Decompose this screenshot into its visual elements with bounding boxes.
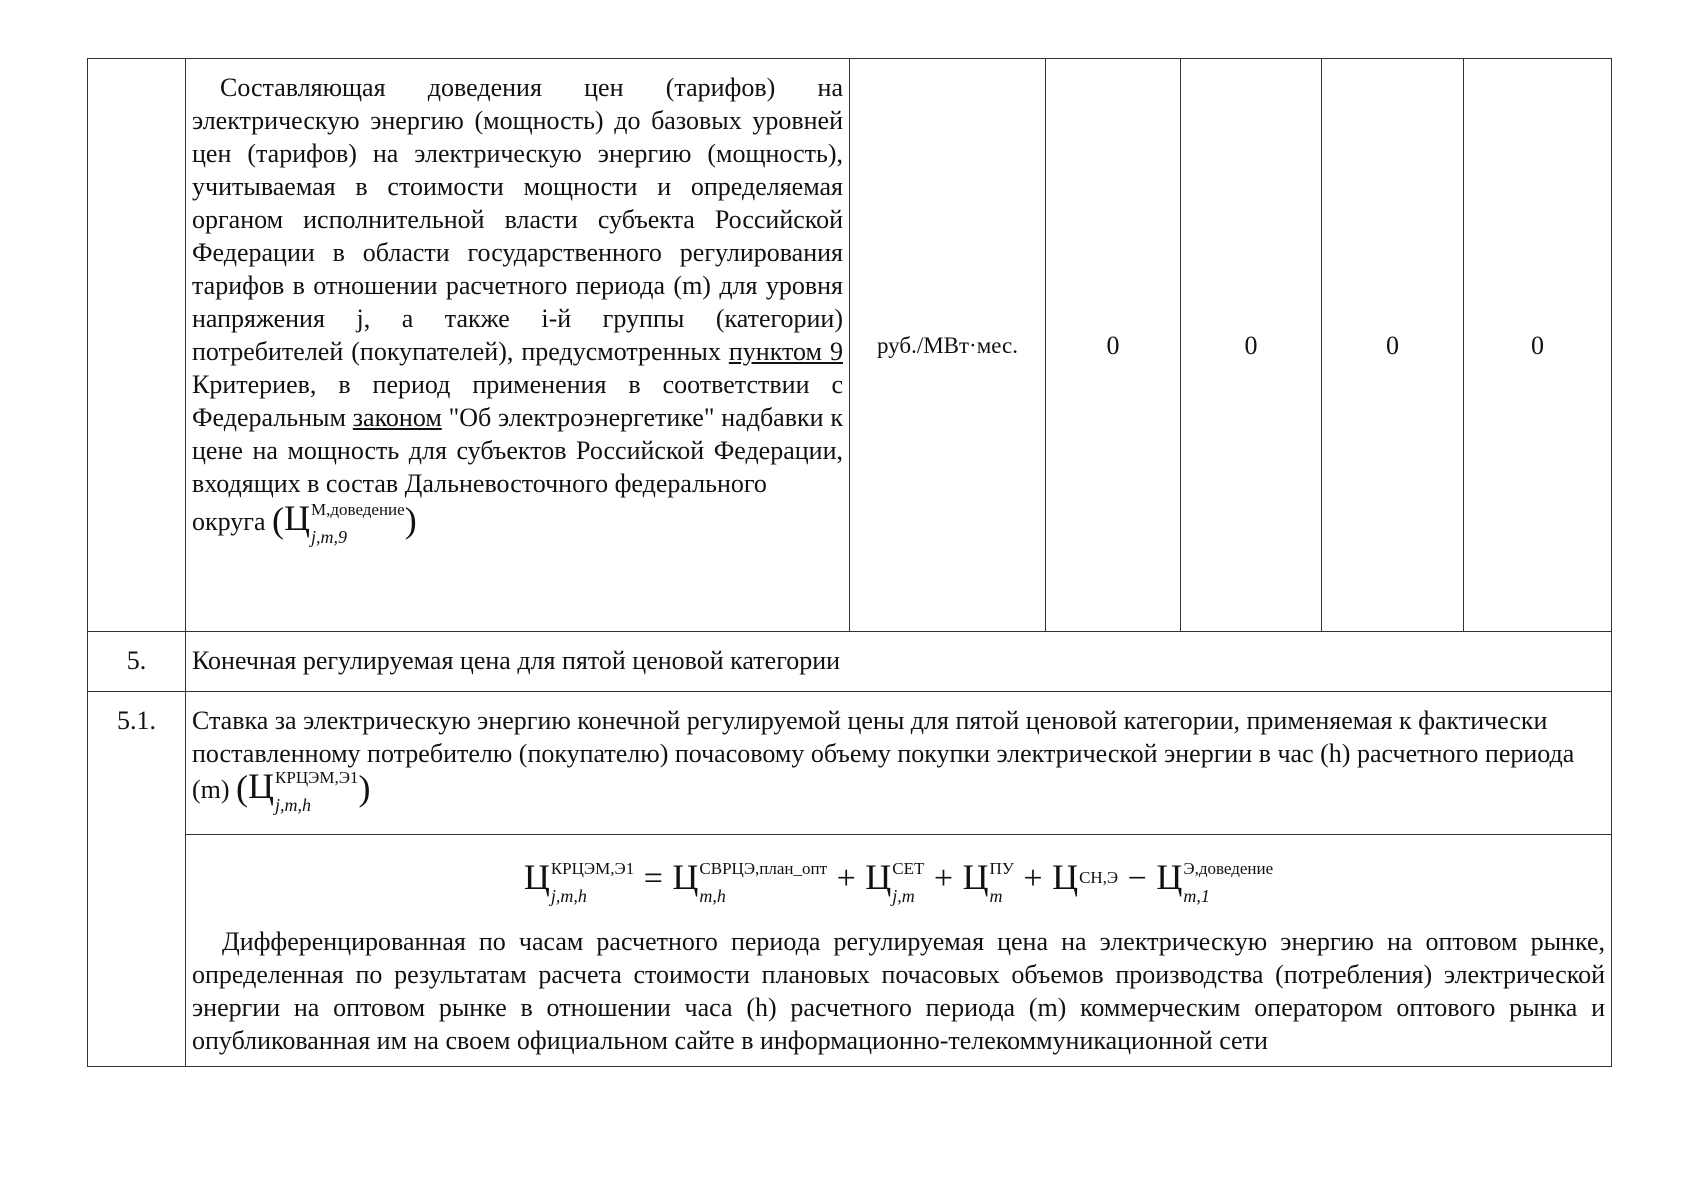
value-cell: 0 [1181, 59, 1322, 632]
continuation-text: Дифференцированная по часам расчетного периода регулируемая цена на электрическую энергию на оптовом рынке, определенная по результатам расчета стоимости плановых почасовых объемов производства (потребления) электрической энергии на оптовом рынке в отношении часа (h) расчетного периода (m) коммерческим оператором оптового рынка и опубликованная им на своем официальном сайте в информационно-телекоммуникационной сети [192, 926, 1605, 1055]
table-row [88, 835, 1612, 1067]
price-symbol: (Ц М,доведение j,m,9 ) [272, 498, 417, 547]
tariff-table [87, 58, 1612, 1067]
value-cell: 0 [1046, 59, 1181, 632]
table-row [88, 692, 1612, 835]
row-number: 5. [88, 632, 186, 692]
table-row [88, 59, 1612, 632]
law-link[interactable]: законом [352, 403, 442, 432]
description-cell [186, 59, 850, 632]
price-formula: Ц КРЦЭМ,Э1 j,m,h = Ц СВРЦЭ,план_опт m,h + Ц СЕТ j,m + Ц ПУ m + Ц СН,Э − Ц Э,доведение m,1 [523, 857, 1274, 906]
number-cell [88, 59, 186, 632]
description-text: Составляющая доведения цен (тарифов) на электрическую энергию (мощность) до базовых уровней цен (тарифов) на электрическую энергию (мощность), учитываемая в стоимости мощности и определяемая органом исполнительной власти субъекта Российской Федерации в области государственного регулирования тарифов в отношении расчетного периода (m) для уровня напряжения j, а также i-й группы (категории) потребителей (покупателей), предусмотренных пунктом 9 Критериев, в период применения в соответствии с Федеральным законом "Об электроэнергетике" надбавки к цене на мощность для субъектов Российской Федерации, входящих в состав Дальневосточного федерального [192, 73, 843, 498]
formula-cell [186, 835, 1612, 1067]
section-title: Конечная регулируемая цена для пятой ценовой категории [186, 632, 1612, 692]
value-cell: 0 [1322, 59, 1464, 632]
value-cell: 0 [1464, 59, 1612, 632]
rate-description-cell: Ставка за электрическую энергию конечной регулируемой цены для пятой ценовой категории, применяемая к фактически поставленному потребителю (покупателю) почасовому объему покупки электрической энергии в час (h) расчетного периода (m) (Ц КРЦЭМ,Э1 j,m,h ) [186, 692, 1612, 835]
rate-symbol: (Ц КРЦЭМ,Э1 j,m,h ) [236, 766, 371, 815]
table-row [88, 632, 1612, 692]
clause-9-link[interactable]: пунктом 9 [728, 337, 843, 366]
unit-cell: руб./МВт·мес. [850, 59, 1046, 632]
row-number: 5.1. [88, 692, 186, 1067]
symbol-line: округа (Ц М,доведение j,m,9 ) [192, 498, 417, 547]
